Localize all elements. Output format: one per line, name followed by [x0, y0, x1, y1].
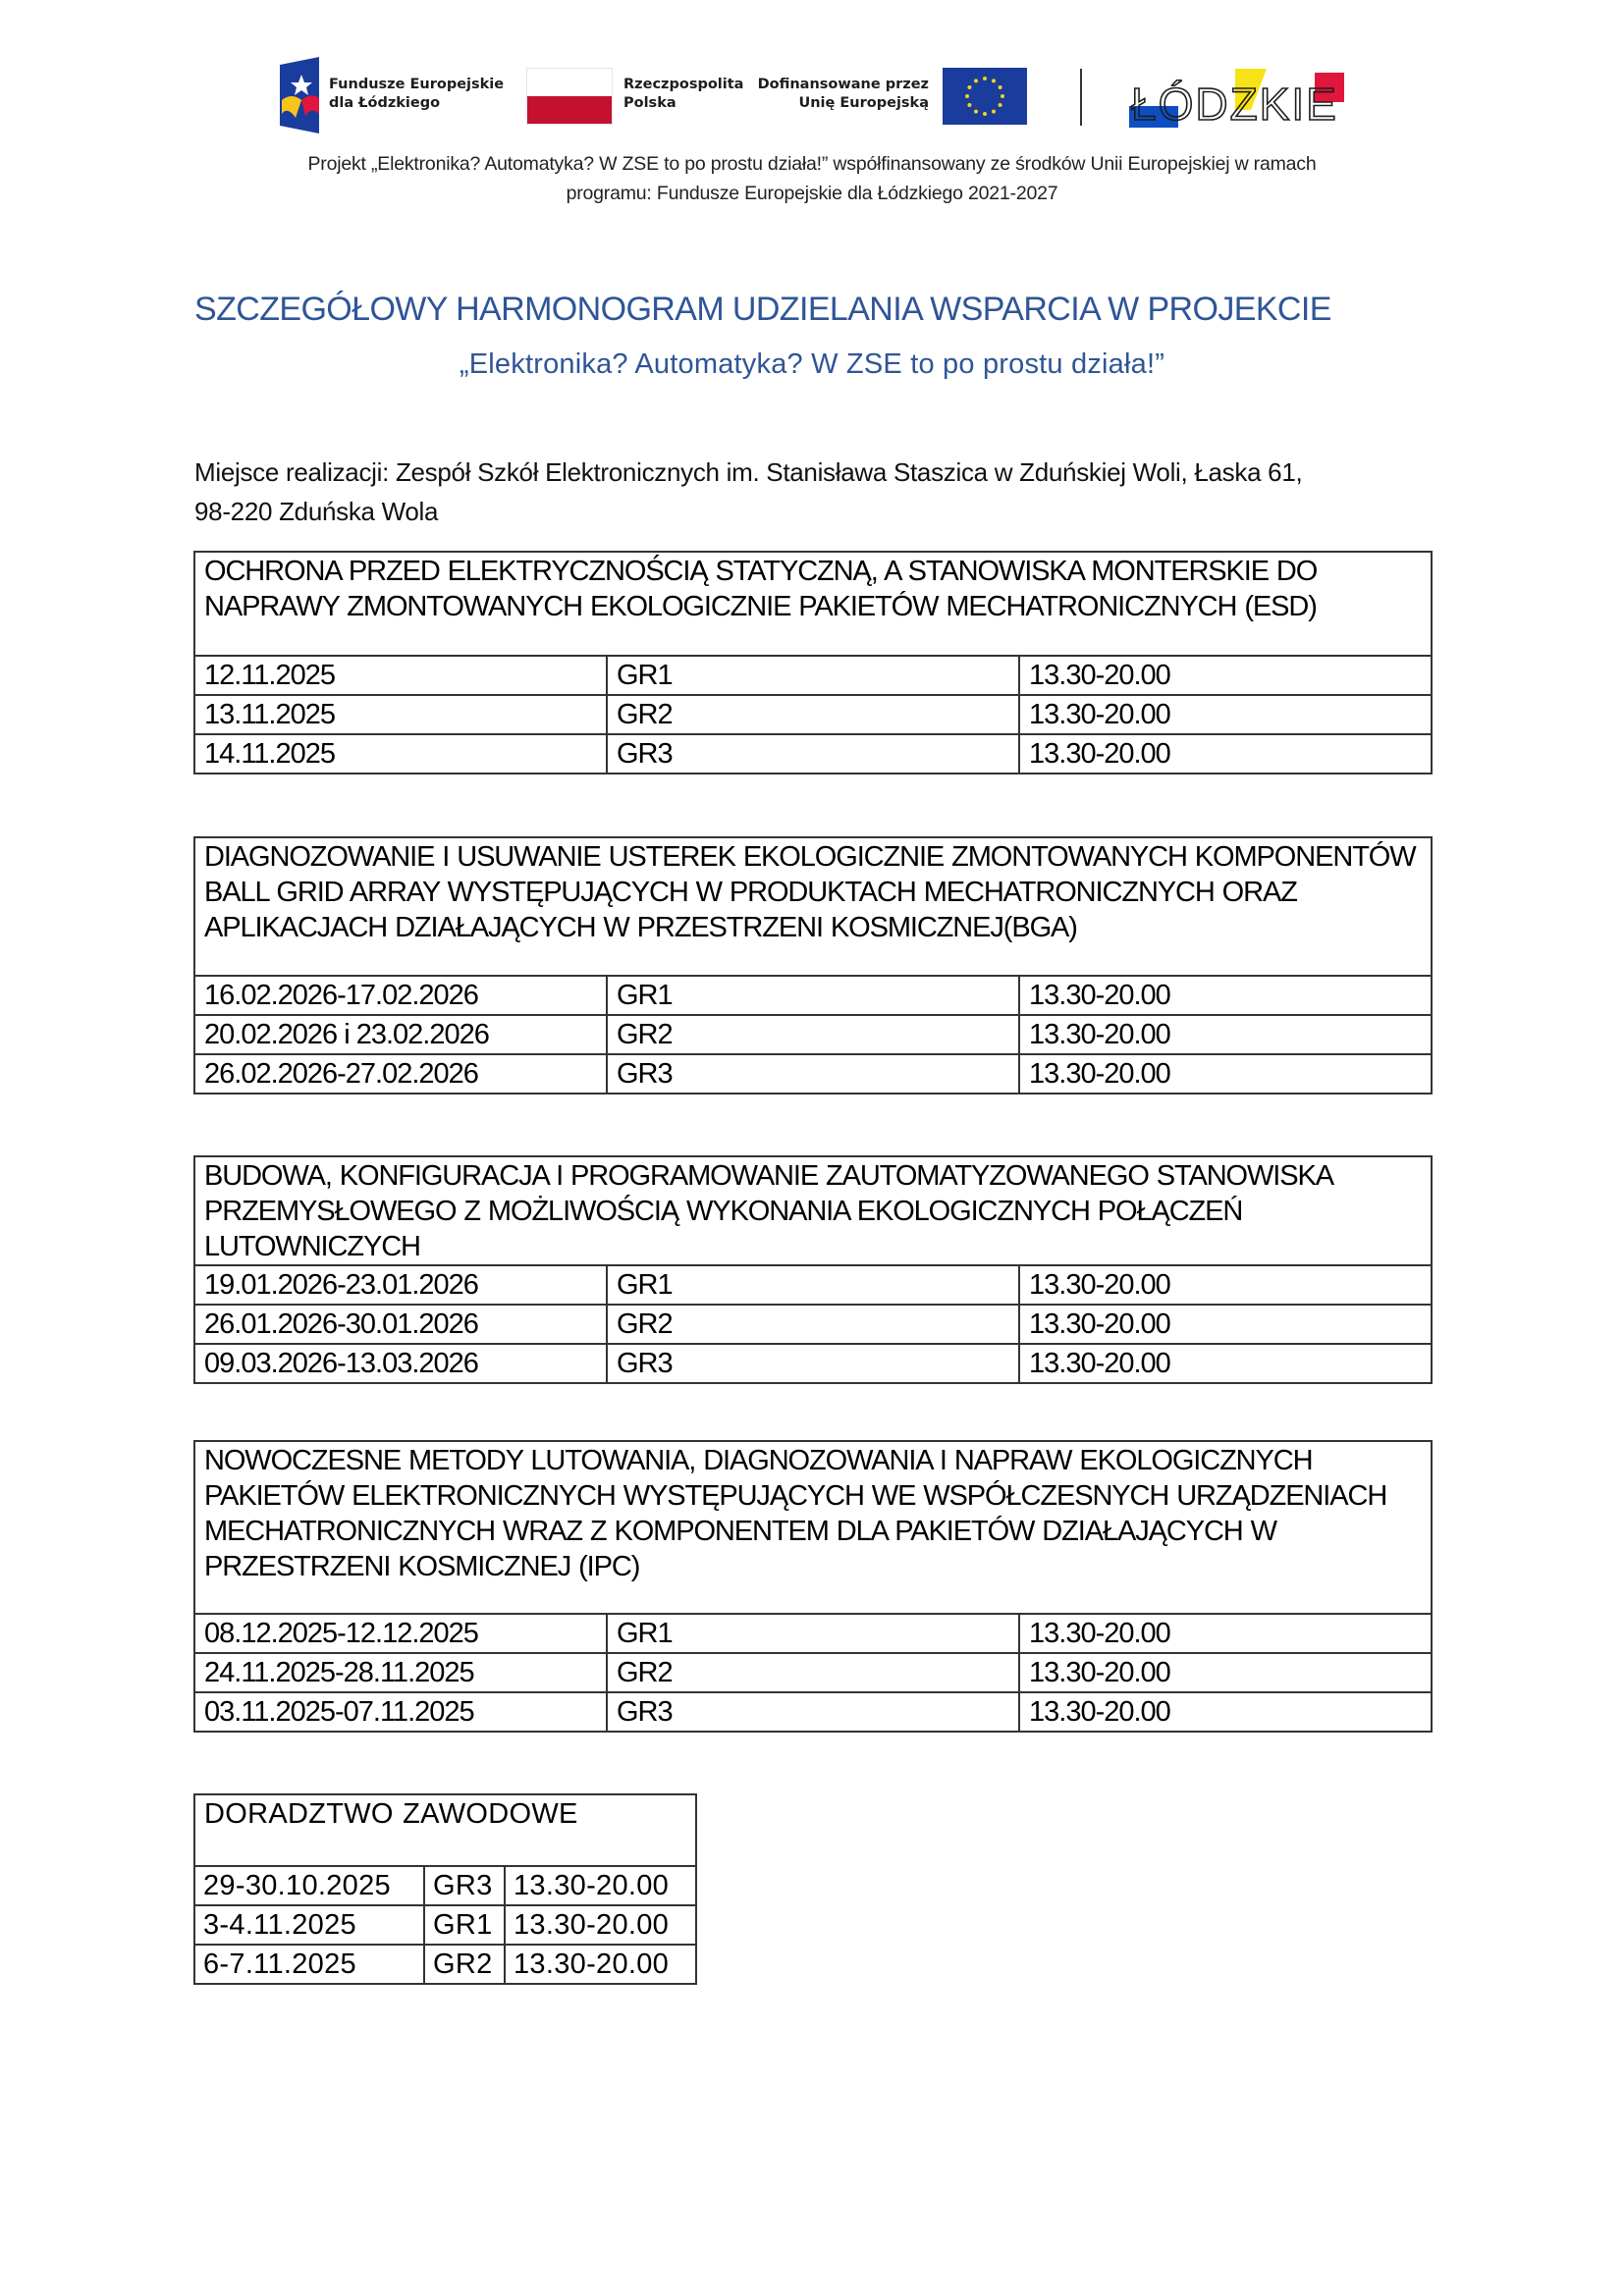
date-cell: 3-4.11.2025 — [194, 1905, 424, 1945]
table-row — [194, 1905, 696, 1945]
lodzkie-region-logo-icon — [1129, 69, 1365, 130]
hours-cell: 13.30-20.00 — [1019, 1344, 1432, 1383]
eu-label-line1: Dofinansowane przez — [757, 77, 929, 92]
eu-star-icon — [967, 85, 971, 89]
table-row — [194, 1945, 696, 1984]
eu-star-icon — [967, 103, 971, 107]
hours-cell: 13.30-20.00 — [1019, 1054, 1432, 1094]
group-cell: GR3 — [424, 1866, 505, 1905]
group-cell: GR2 — [607, 695, 1019, 734]
hours-cell: 13.30-20.00 — [1019, 976, 1432, 1015]
fe-label-line2: dla Łódzkiego — [329, 95, 441, 111]
table-row — [194, 1692, 1432, 1732]
hours-cell: 13.30-20.00 — [1019, 1653, 1432, 1692]
date-cell: 03.11.2025-07.11.2025 — [194, 1692, 607, 1732]
table-row — [194, 734, 1432, 774]
hours-cell: 13.30-20.00 — [1019, 1614, 1432, 1653]
table-row — [194, 1614, 1432, 1653]
table-row — [194, 1265, 1432, 1305]
eu-star-icon — [992, 110, 996, 114]
table-row — [194, 1015, 1432, 1054]
group-cell: GR1 — [607, 976, 1019, 1015]
date-cell: 09.03.2026-13.03.2026 — [194, 1344, 607, 1383]
table-heading: DIAGNOZOWANIE I USUWANIE USTEREK EKOLOGICZNIE ZMONTOWANYCH KOMPONENTÓW BALL GRID ARRAY WYSTĘPUJĄCYCH W PRODUKTACH MECHATRONICZNYCH ORAZ APLIKACJACH DZIAŁAJĄCYCH W PRZESTRZENI KOSMICZNEJ(BGA) — [194, 837, 1432, 976]
eu-label-line2: Unię Europejską — [798, 95, 929, 111]
eu-star-icon — [983, 77, 987, 80]
group-cell: GR2 — [607, 1305, 1019, 1344]
group-cell: GR1 — [607, 656, 1019, 695]
hours-cell: 13.30-20.00 — [505, 1905, 696, 1945]
project-note-line2: programu: Fundusze Europejskie dla Łódzkiego 2021-2027 — [566, 183, 1058, 204]
hours-cell: 13.30-20.00 — [505, 1945, 696, 1984]
lodzkie-wordmark: ŁÓDZKIE — [1131, 79, 1338, 130]
date-cell: 13.11.2025 — [194, 695, 607, 734]
polish-flag-icon — [526, 68, 613, 125]
fe-label-line1: Fundusze Europejskie — [329, 77, 505, 92]
group-cell: GR1 — [607, 1614, 1019, 1653]
table-row — [194, 695, 1432, 734]
date-cell: 16.02.2026-17.02.2026 — [194, 976, 607, 1015]
group-cell: GR1 — [607, 1265, 1019, 1305]
hours-cell: 13.30-20.00 — [1019, 656, 1432, 695]
eu-star-icon — [999, 103, 1002, 107]
date-cell: 29-30.10.2025 — [194, 1866, 424, 1905]
eu-cofunding-label — [756, 76, 929, 113]
page-subtitle: „Elektronika? Automatyka? W ZSE to po prostu działa!” — [459, 348, 1165, 380]
date-cell: 6-7.11.2025 — [194, 1945, 424, 1984]
table-row — [194, 656, 1432, 695]
date-cell: 20.02.2026 i 23.02.2026 — [194, 1015, 607, 1054]
date-cell: 26.02.2026-27.02.2026 — [194, 1054, 607, 1094]
table-heading: NOWOCZESNE METODY LUTOWANIA, DIAGNOZOWANIA I NAPRAW EKOLOGICZNYCH PAKIETÓW ELEKTRONICZNYCH WYSTĘPUJĄCYCH WE WSPÓŁCZESNYCH URZĄDZENIACH MECHATRONICZNYCH WRAZ Z KOMPONENTEM DLA PAKIETÓW DZIAŁAJĄCYCH W PRZESTRZENI KOSMICZNEJ (IPC) — [194, 1441, 1432, 1614]
table-row — [194, 1866, 696, 1905]
date-cell: 12.11.2025 — [194, 656, 607, 695]
schedule-table-bga — [193, 836, 1433, 1095]
date-cell: 24.11.2025-28.11.2025 — [194, 1653, 607, 1692]
group-cell: GR3 — [607, 734, 1019, 774]
eu-flag-icon — [943, 68, 1027, 125]
schedule-table-ipc — [193, 1440, 1433, 1733]
logo-divider — [1080, 69, 1082, 126]
table-row — [194, 1344, 1432, 1383]
hours-cell: 13.30-20.00 — [505, 1866, 696, 1905]
eu-star-icon — [974, 79, 978, 82]
project-note-line1: Projekt „Elektronika? Automatyka? W ZSE to po prostu działa!” współfinansowany ze środków Unii Europejskiej w ramach — [307, 153, 1317, 175]
rzeczpospolita-label — [623, 76, 743, 113]
date-cell: 08.12.2025-12.12.2025 — [194, 1614, 607, 1653]
location-line1: Miejsce realizacji: Zespół Szkół Elektronicznych im. Stanisława Staszica w Zduńskiej Woli, Łaska 61, — [194, 457, 1303, 487]
table-row — [194, 1653, 1432, 1692]
table-row — [194, 1305, 1432, 1344]
eu-star-icon — [965, 94, 969, 98]
group-cell: GR2 — [607, 1653, 1019, 1692]
table-heading: OCHRONA PRZED ELEKTRYCZNOŚCIĄ STATYCZNĄ, A STANOWISKA MONTERSKIE DO NAPRAWY ZMONTOWANYCH EKOLOGICZNIE PAKIETÓW MECHATRONICZNYCH (ESD) — [194, 552, 1432, 656]
eu-star-icon — [999, 85, 1002, 89]
pl-label-line1: Rzeczpospolita — [623, 77, 744, 92]
hours-cell: 13.30-20.00 — [1019, 1305, 1432, 1344]
hours-cell: 13.30-20.00 — [1019, 734, 1432, 774]
group-cell: GR3 — [607, 1344, 1019, 1383]
table-row — [194, 1054, 1432, 1094]
eu-star-icon — [992, 79, 996, 82]
hours-cell: 13.30-20.00 — [1019, 695, 1432, 734]
fundusze-europejskie-label — [329, 76, 504, 113]
schedule-table-esd — [193, 551, 1433, 774]
group-cell: GR3 — [607, 1054, 1019, 1094]
hours-cell: 13.30-20.00 — [1019, 1015, 1432, 1054]
pl-label-line2: Polska — [623, 95, 677, 111]
group-cell: GR3 — [607, 1692, 1019, 1732]
group-cell: GR2 — [607, 1015, 1019, 1054]
location-line2: 98-220 Zduńska Wola — [194, 497, 439, 526]
schedule-table-soldering-station — [193, 1155, 1433, 1384]
page-title: SZCZEGÓŁOWY HARMONOGRAM UDZIELANIA WSPARCIA W PROJEKCIE — [194, 291, 1331, 328]
eu-star-icon — [974, 110, 978, 114]
schedule-table-career-counseling — [193, 1793, 697, 1985]
date-cell: 19.01.2026-23.01.2026 — [194, 1265, 607, 1305]
date-cell: 14.11.2025 — [194, 734, 607, 774]
table-row — [194, 976, 1432, 1015]
date-cell: 26.01.2026-30.01.2026 — [194, 1305, 607, 1344]
fundusze-europejskie-logo-icon — [280, 57, 319, 133]
eu-star-icon — [983, 112, 987, 116]
eu-star-icon — [1001, 94, 1004, 98]
table-heading: DORADZTWO ZAWODOWE — [194, 1794, 696, 1866]
hours-cell: 13.30-20.00 — [1019, 1265, 1432, 1305]
group-cell: GR1 — [424, 1905, 505, 1945]
table-heading: BUDOWA, KONFIGURACJA I PROGRAMOWANIE ZAUTOMATYZOWANEGO STANOWISKA PRZEMYSŁOWEGO Z MOŻLIWOŚCIĄ WYKONANIA EKOLOGICZNYCH POŁĄCZEŃ LUTOWNICZYCH — [194, 1156, 1432, 1265]
hours-cell: 13.30-20.00 — [1019, 1692, 1432, 1732]
group-cell: GR2 — [424, 1945, 505, 1984]
